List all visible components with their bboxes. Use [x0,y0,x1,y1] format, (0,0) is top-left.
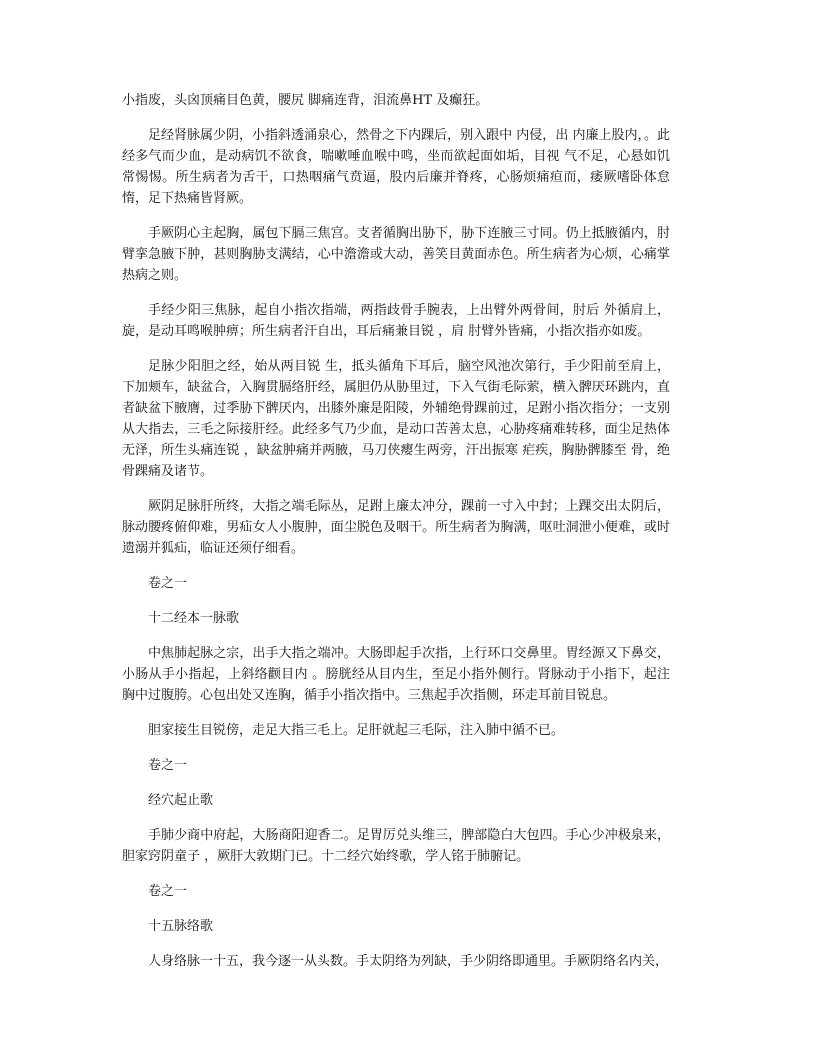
volume-heading: 卷之一 [148,758,188,773]
paragraph-gallbladder-meridian: 足脉少阳胆之经，始从两目锐 生，抵头循角下耳后，脑空风池次第行，手少阳前至肩上，下加颊车，缺盆合，入胸贯膈络肝经，属胆仍从胁里过，下入气街毛际萦，横入髀厌环跳内，直者缺盆下腋膺，过季胁下髀厌内，出膝外廉是阳陵，外辅绝骨踝前过，足跗小指次指分；一支别从大指去，三毛之际接肝经。此经多气乃少血，是动口苦善太息，心胁疼痛难转移，面尘足热体无泽，所生头痛连锐 ，缺盆肿痛并两腋，马刀侠瘿生两旁，汗出振寒 疟疾，胸胁髀膝至 骨，绝骨踝痛及诸节。 [122,359,670,479]
paragraph-sanjiao-meridian: 手经少阳三焦脉，起自小指次指端，两指歧骨手腕表，上出臂外两骨间，肘后 外循肩上，旋，是动耳鸣喉肿痹；所生病者汗自出，耳后痛兼目锐 ，肩 肘臂外皆痛，小指次指亦如废。 [122,303,670,339]
section-title-fifteen-collaterals: 十五脉络歌 [148,919,214,934]
volume-heading: 卷之一 [148,576,188,591]
paragraph-pericardium-meridian: 手厥阴心主起胸，属包下膈三焦宫。支者循胸出胁下，胁下连腋三寸同。仍上抵腋循内，肘臂挛急腋下肿，甚则胸胁支满结，心中澹澹或大动，善笑目黄面赤色。所生病者为心烦，心痛掌热病之则。 [122,226,670,283]
paragraph-fifteen-collaterals: 人身络脉一十五，我今逐一从头数。手太阴络为列缺，手少阴络即通里。手厥阴络名内关， [148,954,669,969]
volume-heading: 卷之一 [148,884,188,899]
document-page [122,90,670,986]
section-title-acupoint-start-end: 经穴起止歌 [148,793,214,808]
paragraph-twelve-meridians-song-end: 胆家接生目锐傍，走足大指三毛上。足肝就起三毛际，注入肺中循不已。 [148,723,565,738]
paragraph-bladder-end: 小指废，头囟顶痛目色黄，腰尻 脚痛连背，泪流鼻HT 及癫狂。 [122,93,489,108]
paragraph-acupoint-song: 手肺少商中府起，大肠商阳迎香二。足胃厉兑头维三，脾部隐白大包四。手心少冲极泉来，胆家窍阴童子 ，厥肝大敦期门已。十二经穴始终歌，学人铭于肺腑记。 [122,828,670,864]
paragraph-twelve-meridians-song: 中焦肺起脉之宗，出手大指之端冲。大肠即起手次指，上行环口交鼻里。胃经源又下鼻交，小肠从手小指起，上斜络颧目内 。膀胱经从目内生，至足小指外侧行。肾脉动于小指下，起注胸中过腹胯。心包出处又连胸，循手小指次指中。三焦起手次指侧，环走耳前目锐息。 [122,646,670,703]
paragraph-kidney-meridian: 足经肾脉属少阴，小指斜透涌泉心，然骨之下内踝后，别入跟中 内侵，出 内廉上股内，。此经多气而少血，是动病饥不欲食，喘嗽唾血喉中鸣，坐而欲起面如垢，目视 气不足，心悬如饥常惕惕。所生病者为舌干，口热咽痛气贲逼，股内后廉并脊疼，心肠烦痛疸而，痿厥嗜卧体怠惰，足下热痛皆肾厥。 [122,128,670,206]
paragraph-liver-meridian: 厥阴足脉肝所终，大指之端毛际丛，足跗上廉太冲分，踝前一寸入中封；上踝交出太阴后，脉动腰疼俯仰难，男疝女人小腹肿，面尘脱色及咽干。所生病者为胸满，呕吐洞泄小便难，或时遗溺并狐疝，临证还须仔细看。 [122,499,670,556]
section-title-twelve-meridians: 十二经本一脉歌 [148,611,240,626]
